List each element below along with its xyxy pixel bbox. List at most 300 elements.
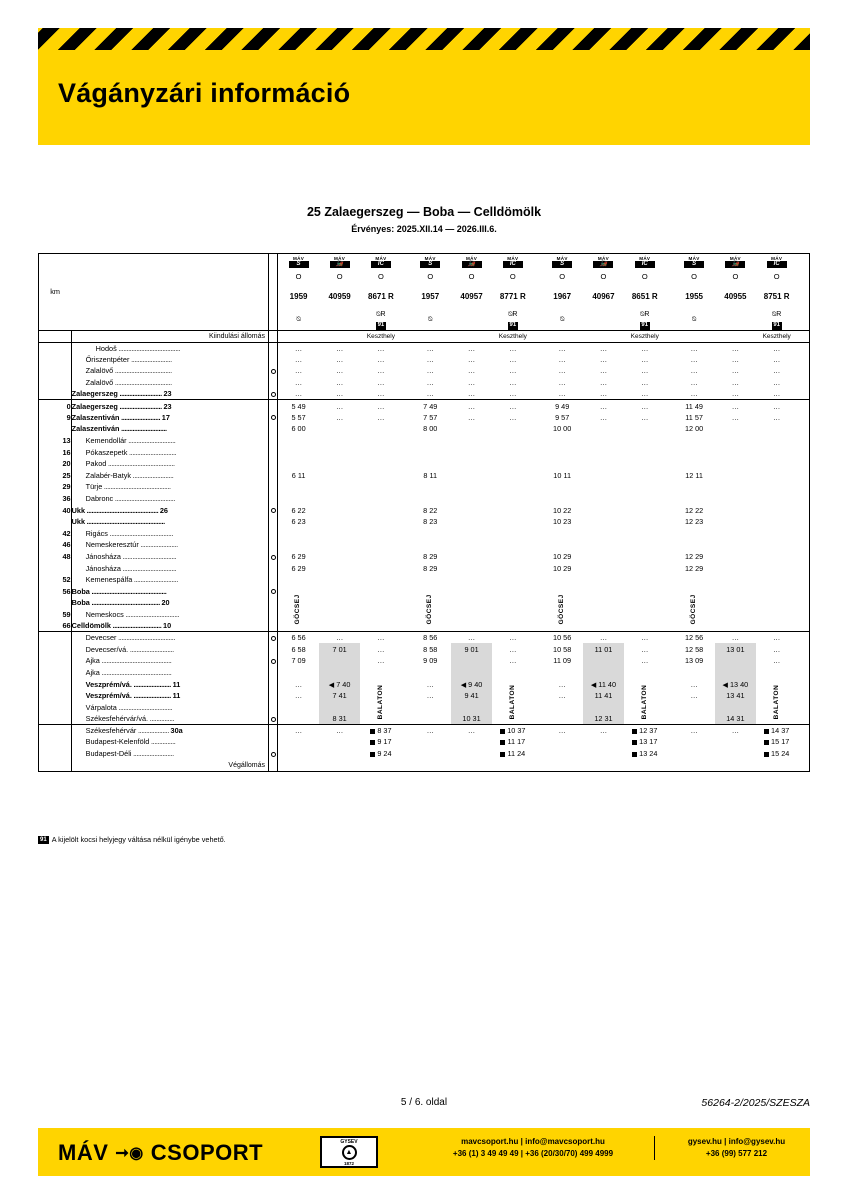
gap <box>402 270 410 283</box>
time-cell: … <box>467 343 476 353</box>
group-gap <box>533 713 541 725</box>
time-cell <box>319 655 360 667</box>
train-number-1957: 1957 <box>421 291 440 301</box>
station-marker <box>269 435 278 447</box>
header-row-logos <box>39 254 809 270</box>
gysev-web[interactable]: gysev.hu | info@gysev.hu <box>687 1137 786 1146</box>
start-station-867: Keszthely <box>366 332 395 340</box>
time-cell: … <box>426 366 434 376</box>
time-cell <box>673 435 714 447</box>
time-cell <box>319 493 360 505</box>
time-cell: … <box>731 401 740 411</box>
km-value: 29 <box>39 481 71 493</box>
time-cell <box>756 493 797 505</box>
train-logo-40957: MÁV 🚂 <box>451 254 492 270</box>
cat-1959: O <box>295 272 302 281</box>
time-cell <box>278 446 319 458</box>
time-cell <box>583 551 624 563</box>
time-cell <box>492 504 533 516</box>
start-blank <box>673 330 714 342</box>
group-gap <box>533 585 541 597</box>
km-header: km <box>50 287 60 297</box>
station-name: Jánosháza ................................. <box>71 551 268 563</box>
time-cell <box>715 528 756 540</box>
time-cell: 6 56 <box>291 633 306 643</box>
time-cell: … <box>377 656 385 666</box>
time-cell <box>583 667 624 679</box>
time-cell: 13 41 <box>715 690 756 702</box>
time-cell: … <box>773 401 781 411</box>
rule-blank <box>269 330 278 342</box>
time-cell: 9 57 <box>555 412 570 422</box>
group-gap <box>533 504 541 516</box>
arrow-left-icon: ◀ <box>590 681 597 689</box>
row-end-station <box>39 759 809 771</box>
group-gap <box>797 412 809 424</box>
group-gap <box>797 585 809 597</box>
gysev-phone[interactable]: +36 (99) 577 212 <box>705 1149 768 1158</box>
time-cell <box>624 551 665 563</box>
group-gap <box>533 574 541 586</box>
station-marker <box>269 585 278 597</box>
km-value <box>39 365 71 377</box>
group-gap <box>533 423 541 435</box>
group-gap <box>797 609 809 621</box>
gap <box>533 283 541 309</box>
time-cell: … <box>731 343 740 353</box>
time-cell <box>756 504 797 516</box>
time-cell <box>451 458 492 470</box>
km-value <box>39 667 71 679</box>
group-gap <box>533 493 541 505</box>
time-cell <box>319 748 360 760</box>
footnote-91-icon: 91 <box>773 322 781 328</box>
group-gap <box>665 493 673 505</box>
group-gap <box>402 701 410 713</box>
time-cell: … <box>558 679 566 689</box>
time-cell <box>360 562 401 574</box>
time-cell: 10 31 <box>451 713 492 725</box>
table-row <box>39 725 809 737</box>
group-gap <box>533 597 541 609</box>
km-blank <box>39 330 71 342</box>
time-cell: 13 17 <box>624 736 665 748</box>
start-blank <box>410 330 451 342</box>
gap <box>797 270 809 283</box>
mav-phone[interactable]: +36 (1) 3 49 49 49 | +36 (20/30/70) 499 4999 <box>452 1149 614 1158</box>
time-cell <box>583 562 624 574</box>
time-cell <box>715 667 756 679</box>
time-cell <box>278 493 319 505</box>
time-cell <box>492 574 533 586</box>
table-row <box>39 701 809 713</box>
group-gap <box>797 388 809 400</box>
start-station-875: Keszthely <box>762 332 791 340</box>
time-cell: 12 23 <box>684 517 704 527</box>
time-cell <box>451 574 492 586</box>
hazard-stripe-top <box>38 28 810 50</box>
time-cell: 11 09 <box>553 656 572 666</box>
time-cell <box>492 562 533 574</box>
time-cell <box>451 470 492 482</box>
circle-marker-icon <box>271 415 276 420</box>
time-cell <box>410 539 451 551</box>
km-value: 48 <box>39 551 71 563</box>
start-blank <box>451 330 492 342</box>
time-cell <box>583 655 624 667</box>
group-gap <box>402 609 410 621</box>
km-value <box>39 725 71 737</box>
group-gap <box>533 470 541 482</box>
time-cell: … <box>641 378 649 388</box>
group-gap <box>665 562 673 574</box>
group-gap <box>665 609 673 621</box>
group-gap <box>402 539 410 551</box>
group-gap <box>797 655 809 667</box>
group-gap <box>797 725 809 737</box>
group-gap <box>797 400 809 412</box>
station-marker <box>269 470 278 482</box>
cat-1967: O <box>559 272 566 281</box>
station-name: Székesfehérvár/vá. ............... <box>71 713 268 725</box>
bicycle-reservation-icon: ⍉R <box>376 311 386 318</box>
table-row <box>39 493 809 505</box>
train-number-875: 875 <box>763 291 778 301</box>
time-cell <box>451 504 492 516</box>
bicycle-icon: ⍉ <box>296 316 301 324</box>
time-cell: … <box>335 354 344 364</box>
time-cell <box>319 597 360 609</box>
start-blank <box>715 330 756 342</box>
cat-40967: O <box>600 272 607 281</box>
time-cell: 9 24 <box>360 748 401 760</box>
connector-balaton: BALATON <box>772 685 780 720</box>
square-marker-icon <box>764 752 769 757</box>
time-cell <box>673 748 714 760</box>
square-marker-icon <box>500 740 505 745</box>
csoport-wordmark: CSOPORT <box>150 1140 264 1165</box>
time-cell: 8 56 <box>423 633 438 643</box>
time-cell: 10 23 <box>553 517 572 527</box>
time-cell: … <box>426 726 434 736</box>
square-marker-icon <box>632 740 637 745</box>
time-cell <box>715 470 756 482</box>
connector-gocsej: GÖCSEJ <box>558 594 566 625</box>
time-cell: ◀ 7 40 <box>319 678 360 690</box>
time-cell <box>410 667 451 679</box>
group-gap <box>665 342 673 354</box>
time-cell: 8 00 <box>423 424 438 434</box>
gap-1 <box>402 254 410 270</box>
start-station-865: Keszthely <box>630 332 659 340</box>
table-row <box>39 643 809 655</box>
time-cell <box>542 446 583 458</box>
no-icon <box>715 309 756 330</box>
train-number-1967: 1967 <box>553 291 572 301</box>
time-cell <box>583 504 624 516</box>
time-cell <box>542 435 583 447</box>
time-cell: 12 31 <box>583 713 624 725</box>
train-logo-40955: MÁV 🚂 <box>715 254 756 270</box>
time-cell <box>756 528 797 540</box>
gap <box>665 309 673 330</box>
square-marker-icon <box>632 752 637 757</box>
cat-40957: O <box>468 272 475 281</box>
time-cell <box>542 667 583 679</box>
km-value <box>39 713 71 725</box>
table-row <box>39 388 809 400</box>
time-cell <box>624 481 665 493</box>
square-marker-icon <box>632 729 637 734</box>
station-name: Jánosháza ................................. <box>71 562 268 574</box>
time-cell <box>583 574 624 586</box>
station-marker <box>269 597 278 609</box>
group-gap <box>402 632 410 644</box>
time-cell: 10 29 <box>553 563 572 573</box>
time-cell: 11 17 <box>492 736 533 748</box>
group-gap <box>665 400 673 412</box>
km-value <box>39 678 71 690</box>
time-cell <box>451 609 492 621</box>
time-cell <box>715 609 756 621</box>
group-gap <box>797 574 809 586</box>
group-gap <box>533 481 541 493</box>
time-cell: … <box>558 366 566 376</box>
group-gap <box>797 446 809 458</box>
time-cell: 7 49 <box>423 401 438 411</box>
circle-marker-icon <box>271 508 276 513</box>
station-name: Hodoš ...................................... <box>71 342 268 354</box>
group-gap <box>533 643 541 655</box>
station-name: Kemenespálfa ........................... <box>71 574 268 586</box>
table-row <box>39 562 809 574</box>
table-row <box>39 516 809 528</box>
time-cell: … <box>558 726 566 736</box>
time-cell: 8 29 <box>423 563 438 573</box>
footnote-91-icon: 91 <box>641 322 649 328</box>
start-station-label: Kiindulási állomás <box>71 330 268 342</box>
group-gap <box>797 435 809 447</box>
cat-1957: O <box>427 272 434 281</box>
station-name: Ukk ............................................ 26 <box>71 504 268 516</box>
time-cell <box>451 481 492 493</box>
time-cell <box>451 446 492 458</box>
time-cell <box>410 481 451 493</box>
time-cell <box>492 481 533 493</box>
km-value: 59 <box>39 609 71 621</box>
time-cell <box>278 458 319 470</box>
time-cell <box>360 620 401 632</box>
station-marker <box>269 748 278 760</box>
footnote-text: A kijelölt kocsi helyjegy váltása nélkül igénybe vehető. <box>51 835 226 844</box>
square-marker-icon <box>370 740 375 745</box>
table-row <box>39 748 809 760</box>
km-value <box>39 736 71 748</box>
time-cell <box>756 620 797 632</box>
time-cell: 15 24 <box>756 748 797 760</box>
time-cell <box>542 574 583 586</box>
group-gap <box>402 435 410 447</box>
time-cell: 6 23 <box>291 517 306 527</box>
time-cell: … <box>599 412 608 422</box>
bicycle-reservation-icon: ⍉R <box>640 311 650 318</box>
group-gap <box>533 690 541 702</box>
time-cell <box>492 551 533 563</box>
time-cell <box>542 748 583 760</box>
station-marker <box>269 354 278 366</box>
time-cell: 10 11 <box>553 470 572 480</box>
time-cell <box>715 504 756 516</box>
mav-web[interactable]: mavcsoport.hu | info@mavcsoport.hu <box>461 1137 605 1146</box>
circle-marker-icon <box>271 636 276 641</box>
time-cell <box>410 528 451 540</box>
group-gap <box>402 342 410 354</box>
time-cell <box>319 516 360 528</box>
km-value: 52 <box>39 574 71 586</box>
time-cell: … <box>426 389 434 399</box>
time-cell <box>715 701 756 713</box>
gap <box>665 330 673 342</box>
time-cell <box>583 620 624 632</box>
time-cell <box>360 585 401 597</box>
time-cell <box>715 446 756 458</box>
group-gap <box>665 412 673 424</box>
time-cell <box>583 446 624 458</box>
station-name: Őriszentpéter ......................... <box>71 354 268 366</box>
group-gap <box>665 470 673 482</box>
time-cell <box>451 539 492 551</box>
time-cell <box>542 528 583 540</box>
bicycle-reservation-icon: ⍉R <box>508 311 518 318</box>
start-blank <box>583 330 624 342</box>
time-cell: … <box>335 378 344 388</box>
km-value: 46 <box>39 539 71 551</box>
time-cell: … <box>377 412 385 422</box>
start-station-877: Keszthely <box>498 332 527 340</box>
time-cell <box>715 435 756 447</box>
time-cell: … <box>377 378 385 388</box>
station-name: Budapest-Kelenföld ............... <box>71 736 268 748</box>
station-marker <box>269 493 278 505</box>
table-row <box>39 528 809 540</box>
group-gap <box>533 678 541 690</box>
time-cell <box>583 609 624 621</box>
time-cell: … <box>509 656 517 666</box>
table-row <box>39 435 809 447</box>
footer-contacts <box>420 1136 810 1160</box>
circle-marker-icon <box>271 555 276 560</box>
train-class-867: 1 R <box>381 291 394 301</box>
time-cell: … <box>641 656 649 666</box>
time-cell <box>410 574 451 586</box>
time-cell <box>492 435 533 447</box>
time-cell: … <box>509 401 517 411</box>
time-cell <box>715 574 756 586</box>
time-cell <box>583 435 624 447</box>
time-cell: 7 41 <box>319 690 360 702</box>
timetable-body <box>39 342 809 759</box>
station-marker <box>269 643 278 655</box>
station-name: Pókaszepetk ............................. <box>71 446 268 458</box>
time-cell <box>492 539 533 551</box>
time-cell <box>715 423 756 435</box>
train-class-877: 1 R <box>513 291 526 301</box>
time-cell <box>624 574 665 586</box>
station-name: Zalaegerszeg .......................... 23 <box>71 388 268 400</box>
time-cell: … <box>294 691 303 701</box>
cat-1955: O <box>691 272 697 281</box>
footnote-91-icon: 91 <box>509 322 517 328</box>
group-gap <box>797 365 809 377</box>
group-gap <box>533 377 541 389</box>
group-gap <box>797 539 809 551</box>
time-cell <box>583 701 624 713</box>
station-marker <box>269 528 278 540</box>
time-cell <box>542 493 583 505</box>
time-cell <box>451 562 492 574</box>
time-cell: 12 22 <box>684 505 704 515</box>
group-gap <box>402 504 410 516</box>
table-row <box>39 400 809 412</box>
arrow-left-icon: ◀ <box>460 681 467 689</box>
group-gap <box>665 690 673 702</box>
km-value: 36 <box>39 493 71 505</box>
time-cell <box>624 585 665 597</box>
time-cell <box>319 435 360 447</box>
station-name: Zalalövő ................................... <box>71 377 268 389</box>
gap-3 <box>665 254 673 270</box>
gysev-ring-icon: ▲ <box>342 1145 357 1160</box>
group-gap <box>665 597 673 609</box>
time-cell: … <box>558 389 566 399</box>
group-gap <box>665 725 673 737</box>
time-cell: … <box>731 389 740 399</box>
table-row <box>39 690 809 702</box>
km-value <box>39 655 71 667</box>
time-cell: 11 01 <box>583 643 624 655</box>
station-name: Zalalövő ................................... <box>71 365 268 377</box>
time-cell: … <box>690 378 698 388</box>
time-cell: 7 57 <box>423 412 438 422</box>
connector-balaton: BALATON <box>376 685 384 720</box>
table-row <box>39 539 809 551</box>
time-cell: … <box>335 726 344 736</box>
time-cell <box>451 516 492 528</box>
time-cell <box>319 551 360 563</box>
table-row <box>39 342 809 354</box>
time-cell <box>451 701 492 713</box>
time-cell <box>492 493 533 505</box>
page-number: 5 / 6. oldal <box>400 1097 448 1108</box>
time-cell: … <box>377 366 385 376</box>
group-gap <box>665 678 673 690</box>
document-code: 56264-2/2025/SZESZA <box>701 1097 810 1109</box>
train-number-40957: 40957 <box>460 291 483 301</box>
time-cell <box>278 435 319 447</box>
timetable-grid <box>39 254 809 771</box>
time-cell <box>756 446 797 458</box>
time-cell <box>492 585 533 597</box>
group-gap <box>797 354 809 366</box>
time-cell <box>319 667 360 679</box>
time-cell: 10 22 <box>553 505 572 515</box>
group-gap <box>665 736 673 748</box>
time-cell <box>715 655 756 667</box>
time-cell <box>451 528 492 540</box>
time-cell: … <box>467 366 476 376</box>
time-cell: … <box>335 389 344 399</box>
group-gap <box>665 632 673 644</box>
